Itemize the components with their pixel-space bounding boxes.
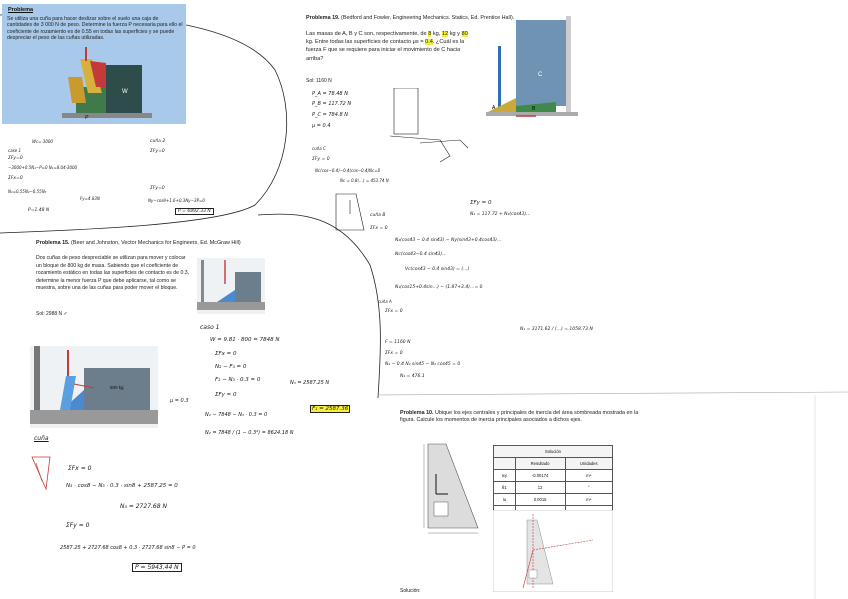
hw-line: μ = 0.4	[312, 123, 331, 129]
table-row	[494, 470, 613, 482]
table-row	[494, 482, 613, 494]
problem-19-text	[306, 30, 472, 63]
problem-10-solution-table	[493, 445, 613, 518]
hw-line: cuña 2	[150, 139, 166, 144]
table-row	[494, 494, 613, 506]
hw-line: P = 6892.33 N	[175, 208, 214, 215]
problem-top-fig-label: P	[85, 115, 89, 121]
hw-line: cuña B	[370, 213, 386, 218]
hw-line: N₄ − 0.4 N₂ sin45 − N₂ cos45 = 0	[385, 362, 461, 367]
hw-line: ΣFx = 0	[68, 465, 92, 472]
p19-mass-c: 80	[461, 31, 468, 37]
hw-line: Vc(cos43 − 0.4 sin43) = (…)	[405, 267, 470, 272]
problem-19-figure	[486, 12, 578, 124]
hw-line: ΣFx = 0	[385, 309, 403, 314]
hw-line: Ny−cosθ+1.6+0.3Ny−3P=0	[148, 198, 205, 203]
table-cell: 0.0015	[515, 494, 565, 506]
p19-text-5: . ¿Cuál es la fuerza F que se requiere para iniciar el movimiento de C hacia arriba?	[306, 39, 465, 62]
hw-line: case 1	[8, 148, 22, 153]
problem-19-title-bold: Problema 19.	[306, 15, 340, 21]
problem-15-title-bold: Problema 15.	[36, 240, 70, 246]
hw-line: N₂ − 7848 − N₃ · 0.3 = 0	[205, 412, 268, 418]
p19-mu: 0.4	[425, 39, 433, 46]
hw-line: N₂(cos43 − 0.4 sin43) − Ny(sin43+0.4cos43)…	[395, 238, 502, 243]
hw-line: 2587.25 + 2727.68 cos8 + 0.3 · 2727.68 sin8 − P = 0	[60, 545, 196, 551]
problem-19-title-rest: (Bedford and Fowler, Engineering Mechanics. Statics, Ed. Prentice Hall).	[339, 15, 515, 21]
hw-line: N₃ · cos8 − N₃ · 0.3 · sin8 + 2587.25 = 0	[66, 483, 178, 489]
p19-text-4: kg. Entre todas las superficies de contacto μs =	[306, 39, 426, 46]
hw-line: N₁=0.55N₂−0.55N₃	[8, 189, 47, 194]
problem-10-title-bold: Problema 10.	[400, 410, 434, 416]
p19-mass-b: 12	[441, 31, 449, 37]
hw-line: N₄ = 476.1	[400, 374, 425, 379]
problem-10-axes-figure	[493, 510, 613, 592]
table-cell: 12	[515, 482, 565, 494]
table-cell: °	[565, 482, 612, 494]
problem-10-title	[400, 410, 640, 424]
hw-line: Wc= 3000	[32, 139, 53, 144]
hw-line: F₂ − N₃ · 0.3 = 0	[215, 377, 261, 383]
problem-15-solution: Sol: 2988 N ✓	[36, 311, 68, 317]
hw-line: ΣFy = 0	[66, 522, 90, 529]
hw-line-highlighted: F₁ = 2587.36	[312, 406, 349, 412]
hw-line: N₁(cos15+0.4sin…) − (1.87+3.4)…= 0	[395, 285, 483, 290]
hw-line: ΣFy=0	[150, 186, 165, 191]
table-header: Unidades	[565, 458, 612, 470]
problem-19-title	[306, 15, 514, 21]
hw-line: F = 1160 N	[385, 340, 411, 345]
problem-15-large-figure	[30, 346, 158, 428]
problem-10-solucion-label: Solución:	[400, 588, 421, 594]
svg-text:B: B	[532, 106, 536, 112]
table-header	[494, 458, 516, 470]
table-cell: θ1	[494, 482, 516, 494]
hw-line: cuña	[34, 435, 49, 442]
hw-line: ΣFy = 0	[215, 392, 237, 398]
p19-text-1: Las masas de A, B y C son, respectivamente, de	[306, 31, 429, 37]
table-cell: Ixy	[494, 470, 516, 482]
hw-line: P_B = 117.72 N	[312, 101, 352, 107]
hw-line: ΣFx = 0	[215, 351, 237, 357]
hw-line: P_C = 784.8 N	[312, 112, 349, 118]
hw-line: μ = 0.3	[170, 398, 189, 404]
table-cell: Iu	[494, 494, 516, 506]
problem-15-title-rest: (Beer and Johnston, Vector Mechanics for Engineers, Ed. McGraw Hill)	[69, 240, 241, 246]
table-caption: Solución	[494, 446, 613, 458]
p19-text-3: kg y	[448, 31, 462, 37]
problem-15-title	[36, 240, 241, 246]
hw-line: ΣFx=0	[8, 176, 23, 181]
hw-line: N₁ = 3171.62 / (…) = 1058.73 N	[520, 327, 593, 332]
svg-text:A: A	[492, 105, 496, 111]
svg-text:W: W	[122, 89, 128, 95]
hw-line: ΣFy=0	[150, 149, 165, 154]
table-cell: m⁴	[565, 494, 612, 506]
problem-top-title: Problema	[8, 7, 34, 13]
wedge-sketch	[30, 455, 54, 493]
problem-19-solution: Sol: 1160 N	[306, 78, 332, 84]
hw-line: Nc(cos−0.4)−0.4(cos−0.4)Nc=0	[315, 168, 381, 173]
table-cell: m⁴	[565, 470, 612, 482]
hw-line: caso 1	[200, 324, 220, 331]
hw-line: ΣFx = 0	[385, 351, 403, 356]
hw-line: ΣFx = 0	[370, 226, 388, 231]
table-cell: -0.00174	[515, 470, 565, 482]
wedge-block-figure	[62, 47, 152, 122]
p19-mass-a: 8	[428, 31, 432, 37]
hw-line: N₃ = 2727.68 N	[120, 503, 167, 510]
middle-curve-line	[258, 214, 380, 398]
hw-line: P=1.48 N	[28, 208, 50, 213]
problem-15-small-figure	[197, 258, 265, 314]
problem-10-title-rest: Ubique los ejes centrales y principales de inercia del área sombreada mostrada en la figura. Calcule los momentos de inercia principales asociados a dichos ejes.	[400, 410, 639, 423]
hw-line: W = 9.81 · 800 = 7848 N	[210, 337, 280, 343]
problem-top-text: Se utiliza una cuña para hacer deslizar sobre el suelo una caja de cantidades de 3 000 N de peso. Determine la fuerza P necesaria para ello el coeficiente de rozamiento es de 0.55 en todas las superficies y se puede despreciar el peso de las cuñas utilizadas.	[7, 16, 183, 42]
hw-line: N₁ = 117.72 + N₂(cos43)…	[470, 212, 531, 217]
hw-line: cuña C	[312, 146, 326, 151]
svg-text:C: C	[538, 72, 543, 78]
hw-line: N₂ = 7848 / (1 − 0.3²) = 8624.18 N	[205, 430, 294, 436]
hw-line: ΣFy=0	[8, 156, 23, 161]
problem-15-text: Dos cuñas de peso despreciable se utilizan para mover y colocar un bloque de 800 kg de masa. Sabiendo que el coeficiente de rozamiento estático en todas las superficies de contacto es de 0.3, determine la menor fuerza P que debe aplicarse, tal como se muestra, sobre una de las cuñas para poder mover el bloque.	[36, 255, 190, 292]
hw-line: P = 5943.44 N	[132, 563, 182, 572]
hw-line: P_A = 78.48 N	[312, 91, 348, 97]
hw-line: Fy=4.83N	[80, 196, 100, 201]
hw-line: −3000+0.5N₁−P=0 N₁=8.04·3000	[8, 165, 78, 170]
problem-15-fig-label: 800 kg	[110, 385, 124, 390]
hw-line: Nc(cos43−0.4 sin43)…	[395, 252, 447, 257]
hw-line: cuña A	[378, 299, 392, 304]
hw-line: N₃ = 2587.25 N	[290, 380, 330, 386]
hw-line: ΣFy = 0	[470, 200, 492, 206]
hw-line: N₂ − F₃ = 0	[215, 364, 247, 370]
problem-top-card	[2, 4, 186, 124]
table-header: Resultado	[515, 458, 565, 470]
hw-line: ΣFy = 0	[312, 157, 330, 162]
right-bottom-separator	[378, 392, 848, 395]
p19-text-2: kg,	[431, 31, 442, 37]
problem-10-area-figure	[418, 438, 484, 536]
hw-line: Nc = 0.8(…) = 453.74 N	[340, 178, 389, 183]
